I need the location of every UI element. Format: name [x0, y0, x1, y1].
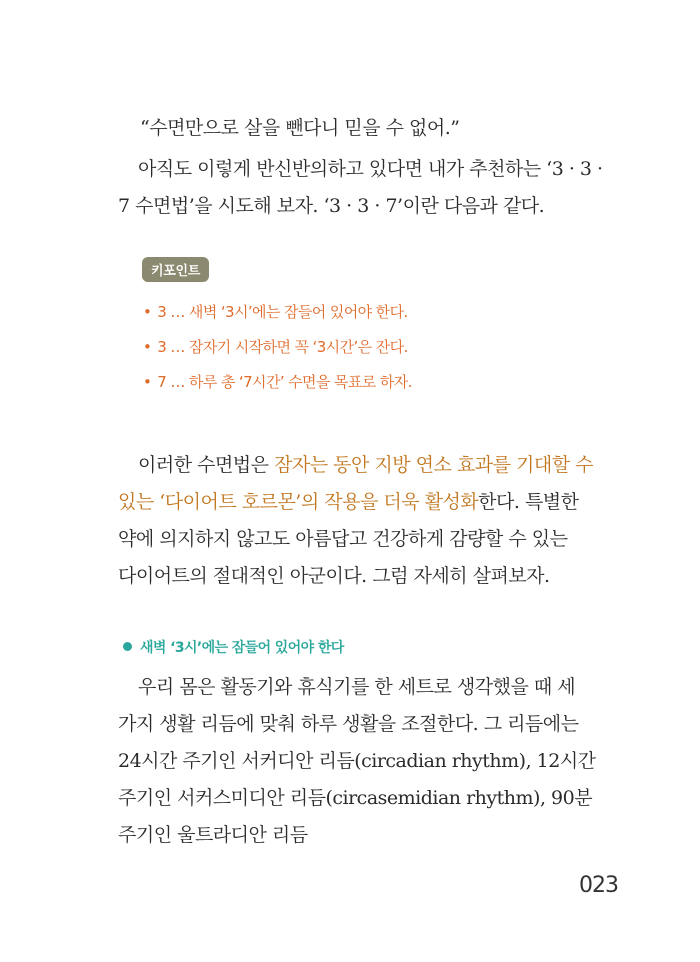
- bullet-icon: •: [143, 338, 152, 356]
- section-heading: [123, 637, 344, 657]
- paragraph-text: 이러한 수면법은: [138, 454, 275, 476]
- bullet-dot-icon: [123, 642, 132, 651]
- keypoint-item: [143, 368, 412, 403]
- keypoint-text: 3 … 새벽 ‘3시’에는 잠들어 있어야 한다.: [157, 303, 408, 321]
- highlighted-text: 잠자는 동안 지방 연소 효과를 기대할 수 있는 ‘다이어트 호르몬’의 작용을 더욱 활성화: [118, 454, 593, 513]
- paragraph-text: 한다. 특별한 약에 의지하지 않고도 아름답고 건강하게 감량할 수 있는 다이어트의 절대적인 아군이다. 그럼 자세히 살펴보자.: [118, 491, 579, 587]
- bullet-icon: •: [143, 303, 152, 321]
- body-paragraph: 우리 몸은 활동기와 휴식기를 한 세트로 생각했을 때 세 가지 생활 리듬에 맞춰 하루 생활을 조절한다. 그 리듬에는 24시간 주기인 서커디안 리듬(circadian rhythm), 12시간 주기인 서커스미디안 리듬(circasemidian rhythm), 90분 주기인 울트라디안 리듬: [118, 676, 596, 846]
- keypoint-text: 7 … 하루 총 ‘7시간’ 수면을 목표로 하자.: [157, 373, 412, 391]
- keypoint-list: [143, 298, 412, 403]
- section-heading-text: 새벽 ‘3시’에는 잠들어 있어야 한다: [140, 640, 344, 656]
- intro-paragraph: 아직도 이렇게 반신반의하고 있다면 내가 추천하는 ‘3 · 3 · 7 수면법’을 시도해 보자. ‘3 · 3 · 7’이란 다음과 같다.: [118, 158, 603, 217]
- bullet-icon: •: [143, 373, 152, 391]
- page-number: 023: [579, 873, 618, 898]
- keypoint-badge: 키포인트: [142, 257, 209, 282]
- quote-text: “수면만으로 살을 뺀다니 믿을 수 없어.”: [140, 117, 460, 139]
- keypoint-item: [143, 333, 412, 368]
- body-paragraph: [118, 447, 614, 595]
- keypoint-text: 3 … 잠자기 시작하면 꼭 ‘3시간’은 잔다.: [157, 338, 408, 356]
- keypoint-item: [143, 298, 412, 333]
